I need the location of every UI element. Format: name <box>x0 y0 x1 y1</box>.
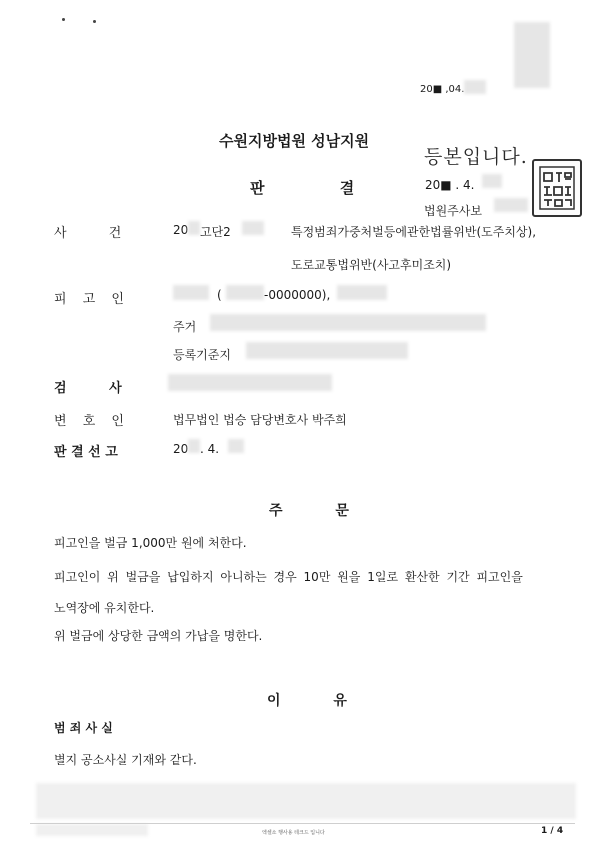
clerk-label: 법원주사보 <box>424 204 482 218</box>
redaction-block <box>464 80 486 94</box>
order-line: 피고인을 벌금 1,000만 원에 처한다. <box>54 536 247 550</box>
redaction-block <box>514 22 550 88</box>
counsel-value: 법무법인 법승 담당변호사 박주희 <box>173 413 347 427</box>
defendant-id-suffix: -0000000), <box>264 288 331 302</box>
redaction-block <box>173 285 209 300</box>
header-date: 20■ ,04. <box>420 84 465 95</box>
field-label-defendant: 피 고 인 <box>54 292 124 307</box>
redaction-block <box>226 285 264 300</box>
crime-facts-heading: 범 죄 사 실 <box>54 721 113 735</box>
sentence-date-year: 20 <box>173 442 189 456</box>
redaction-block <box>246 342 408 359</box>
case-charge-2: 도로교통법위반(사고후미조치) <box>291 258 452 272</box>
sentence-date-rest: . 4. <box>200 442 220 456</box>
field-label-counsel: 변 호 인 <box>54 414 124 429</box>
redaction-block <box>337 285 387 300</box>
order-line: 피고인이 위 벌금을 납입하지 아니하는 경우 10만 원을 1일로 환산한 기간 피고인을 <box>54 570 523 584</box>
certified-copy-text: 등본입니다. <box>424 146 528 168</box>
field-label-prosecutor: 검 사 <box>54 381 122 396</box>
redaction-block <box>36 824 148 836</box>
footer-divider <box>30 823 575 824</box>
certified-date: 20■ . 4. <box>425 178 475 192</box>
redaction-block <box>36 783 576 819</box>
redaction-block <box>494 198 528 212</box>
defendant-id-open: ( <box>217 288 222 302</box>
order-heading: 주 문 <box>269 503 349 519</box>
footer-note: 엑셀소 행사용 테크드 입니다 <box>262 830 325 836</box>
redaction-block <box>188 439 200 453</box>
court-name: 수원지방법원 성남지원 <box>219 132 370 150</box>
page-indicator: 1 / 4 <box>541 826 564 836</box>
reason-heading: 이 유 <box>267 693 347 709</box>
order-line: 위 벌금에 상당한 금액의 가납을 명한다. <box>54 629 263 643</box>
document-title: 판 결 <box>250 179 355 197</box>
case-number-type: 고단2 <box>200 225 231 239</box>
registration-label: 등록기준지 <box>173 348 231 362</box>
field-label-case: 사 건 <box>54 226 122 241</box>
case-number-year: 20 <box>173 223 189 237</box>
redaction-block <box>188 221 200 235</box>
court-seal-icon <box>532 159 582 217</box>
field-label-sentence-date: 판 결 선 고 <box>54 445 118 460</box>
redaction-block <box>242 221 264 235</box>
case-charge-1: 특정범죄가중처벌등에관한법률위반(도주치상), <box>291 225 537 239</box>
crime-facts-body: 별지 공소사실 기재와 같다. <box>54 753 197 767</box>
redaction-block <box>210 314 486 331</box>
scan-speck <box>62 18 65 21</box>
order-line: 노역장에 유치한다. <box>54 601 155 615</box>
redaction-block <box>228 439 244 453</box>
address-label: 주거 <box>173 320 197 334</box>
redaction-block <box>482 174 502 188</box>
redaction-block <box>168 374 332 391</box>
scan-speck <box>93 20 96 23</box>
